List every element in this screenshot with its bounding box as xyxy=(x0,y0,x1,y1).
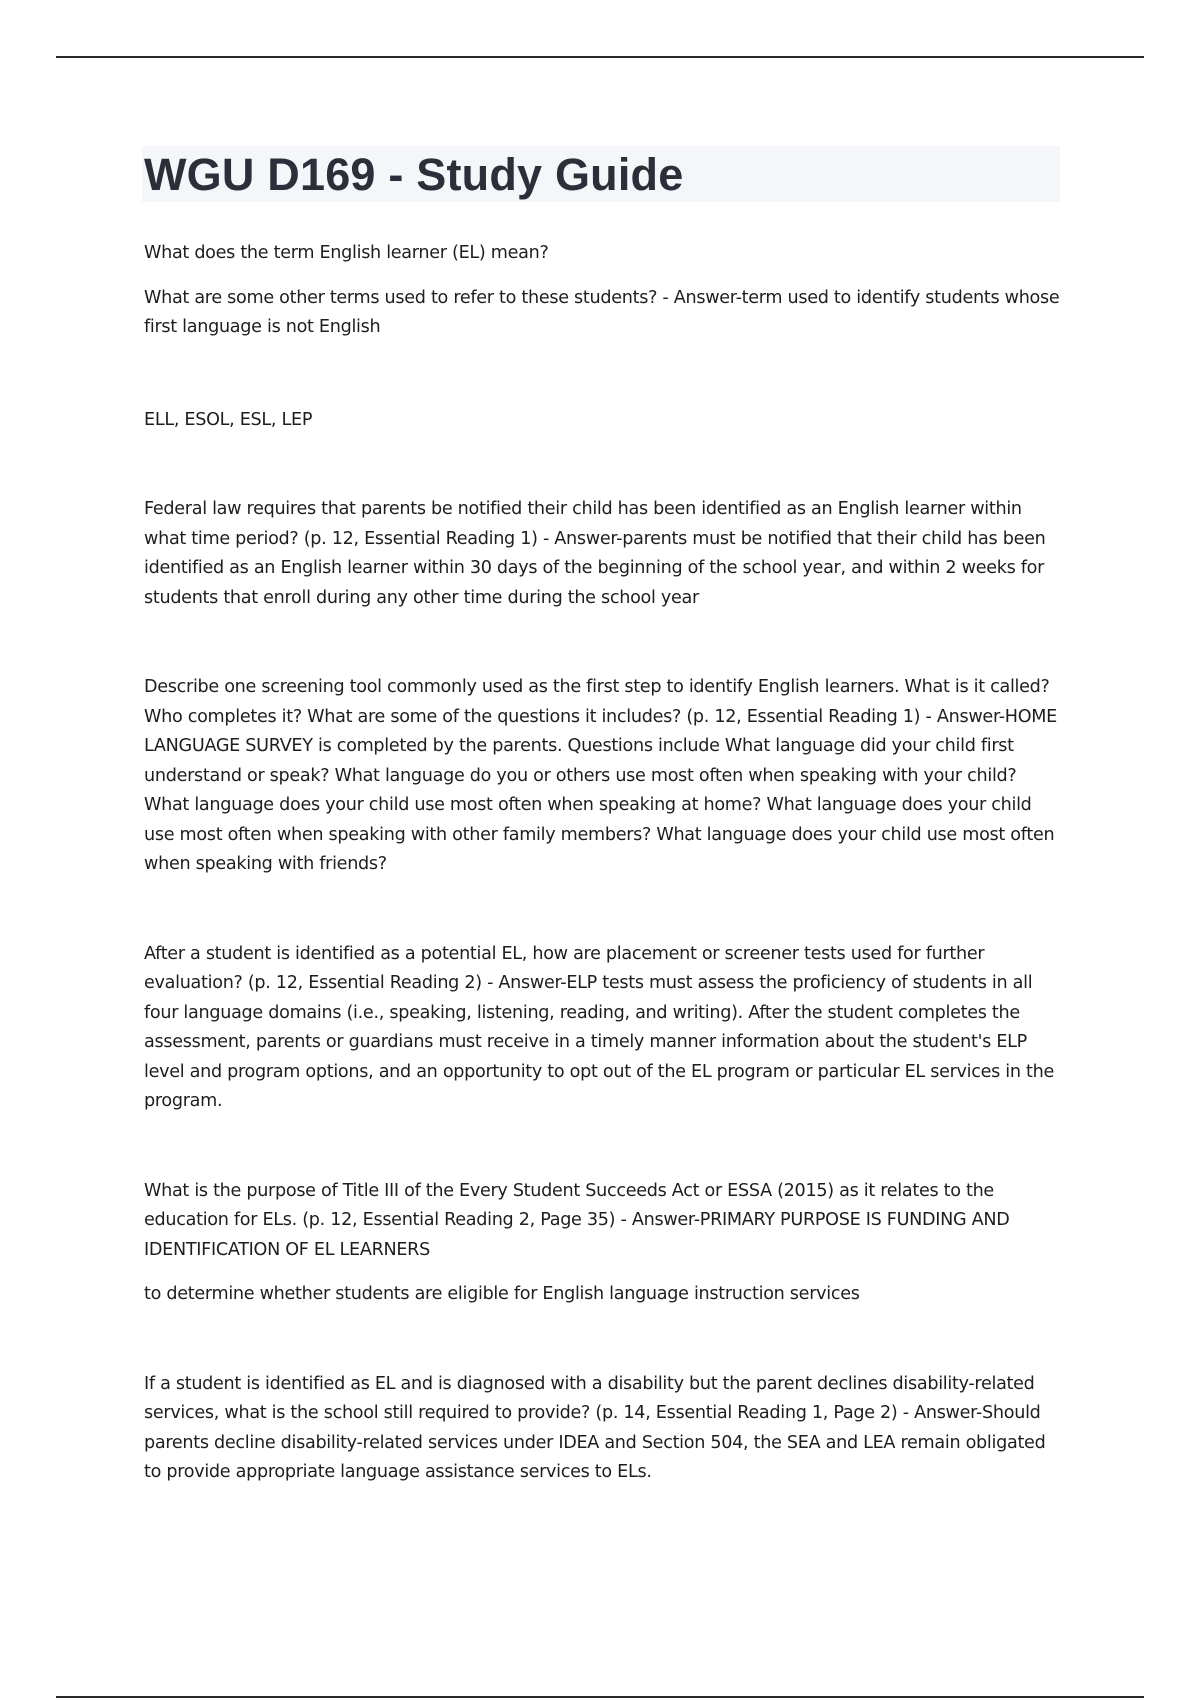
question-answer-paragraph: What is the purpose of Title III of the Every Student Succeeds Act or ESSA (2015) as it relates to the education for ELs. (p. 12, Essential Reading 2, Page 35) - Answer-PRIMARY PURPOSE IS FUNDING AND IDENTIFICATION OF EL LEARNERS xyxy=(144,1180,1010,1260)
question-answer-paragraph: Federal law requires that parents be notified their child has been identified as an English learner within what time period? (p. 12, Essential Reading 1) - Answer-parents must be notified that their child has been identified as an English learner within 30 days of the beginning of the school year, and within 2 weeks for students that enroll during any other time during the school year xyxy=(144,499,1046,608)
answer-paragraph: ELL, ESOL, ESL, LEP xyxy=(144,409,313,430)
question-answer-paragraph: After a student is identified as a potential EL, how are placement or screener tests used for further evaluation? (p. 12, Essential Reading 2) - Answer-ELP tests must assess the proficiency of students in all four language domains (i.e., speaking, listening, reading, and writing). After the student completes the assessment, parents or guardians must receive in a timely manner information about the student's ELP level and program options, and an opportunity to opt out of the EL program or particular EL services in the program. xyxy=(144,943,1054,1111)
document-title: WGU D169 - Study Guide xyxy=(144,148,684,200)
question-answer-paragraph: Describe one screening tool commonly used as the first step to identify English learners. What is it called? Who completes it? What are some of the questions it includes? (p. 12, Essential Reading 1) - Answer-HOME LANGUAGE SURVEY is completed by the parents. Questions include What language did your child first understand or speak? What language do you or others use most often when speaking with your child? What language does your child use most often when speaking at home? What language does your child use most often when speaking with other family members? What language does your child use most often when speaking with friends? xyxy=(144,677,1057,874)
title-banner xyxy=(142,146,1060,202)
bottom-rule xyxy=(56,1696,1144,1698)
answer-paragraph: to determine whether students are eligible for English language instruction services xyxy=(144,1284,860,1304)
question-answer-paragraph: If a student is identified as EL and is diagnosed with a disability but the parent declines disability-related services, what is the school still required to provide? (p. 14, Essential Reading 1, Page 2) - Answer-Should parents decline disability-related services under IDEA and Section 504, the SEA and LEA remain obligated to provide appropriate language assistance services to ELs. xyxy=(144,1373,1046,1482)
document-body xyxy=(144,146,1060,1488)
top-rule xyxy=(56,56,1144,58)
question-answer-paragraph: What are some other terms used to refer to these students? - Answer-term used to identify students whose first language is not English xyxy=(144,287,1060,337)
study-guide-text xyxy=(144,239,1060,1488)
question-paragraph: What does the term English learner (EL) mean? xyxy=(144,243,549,263)
